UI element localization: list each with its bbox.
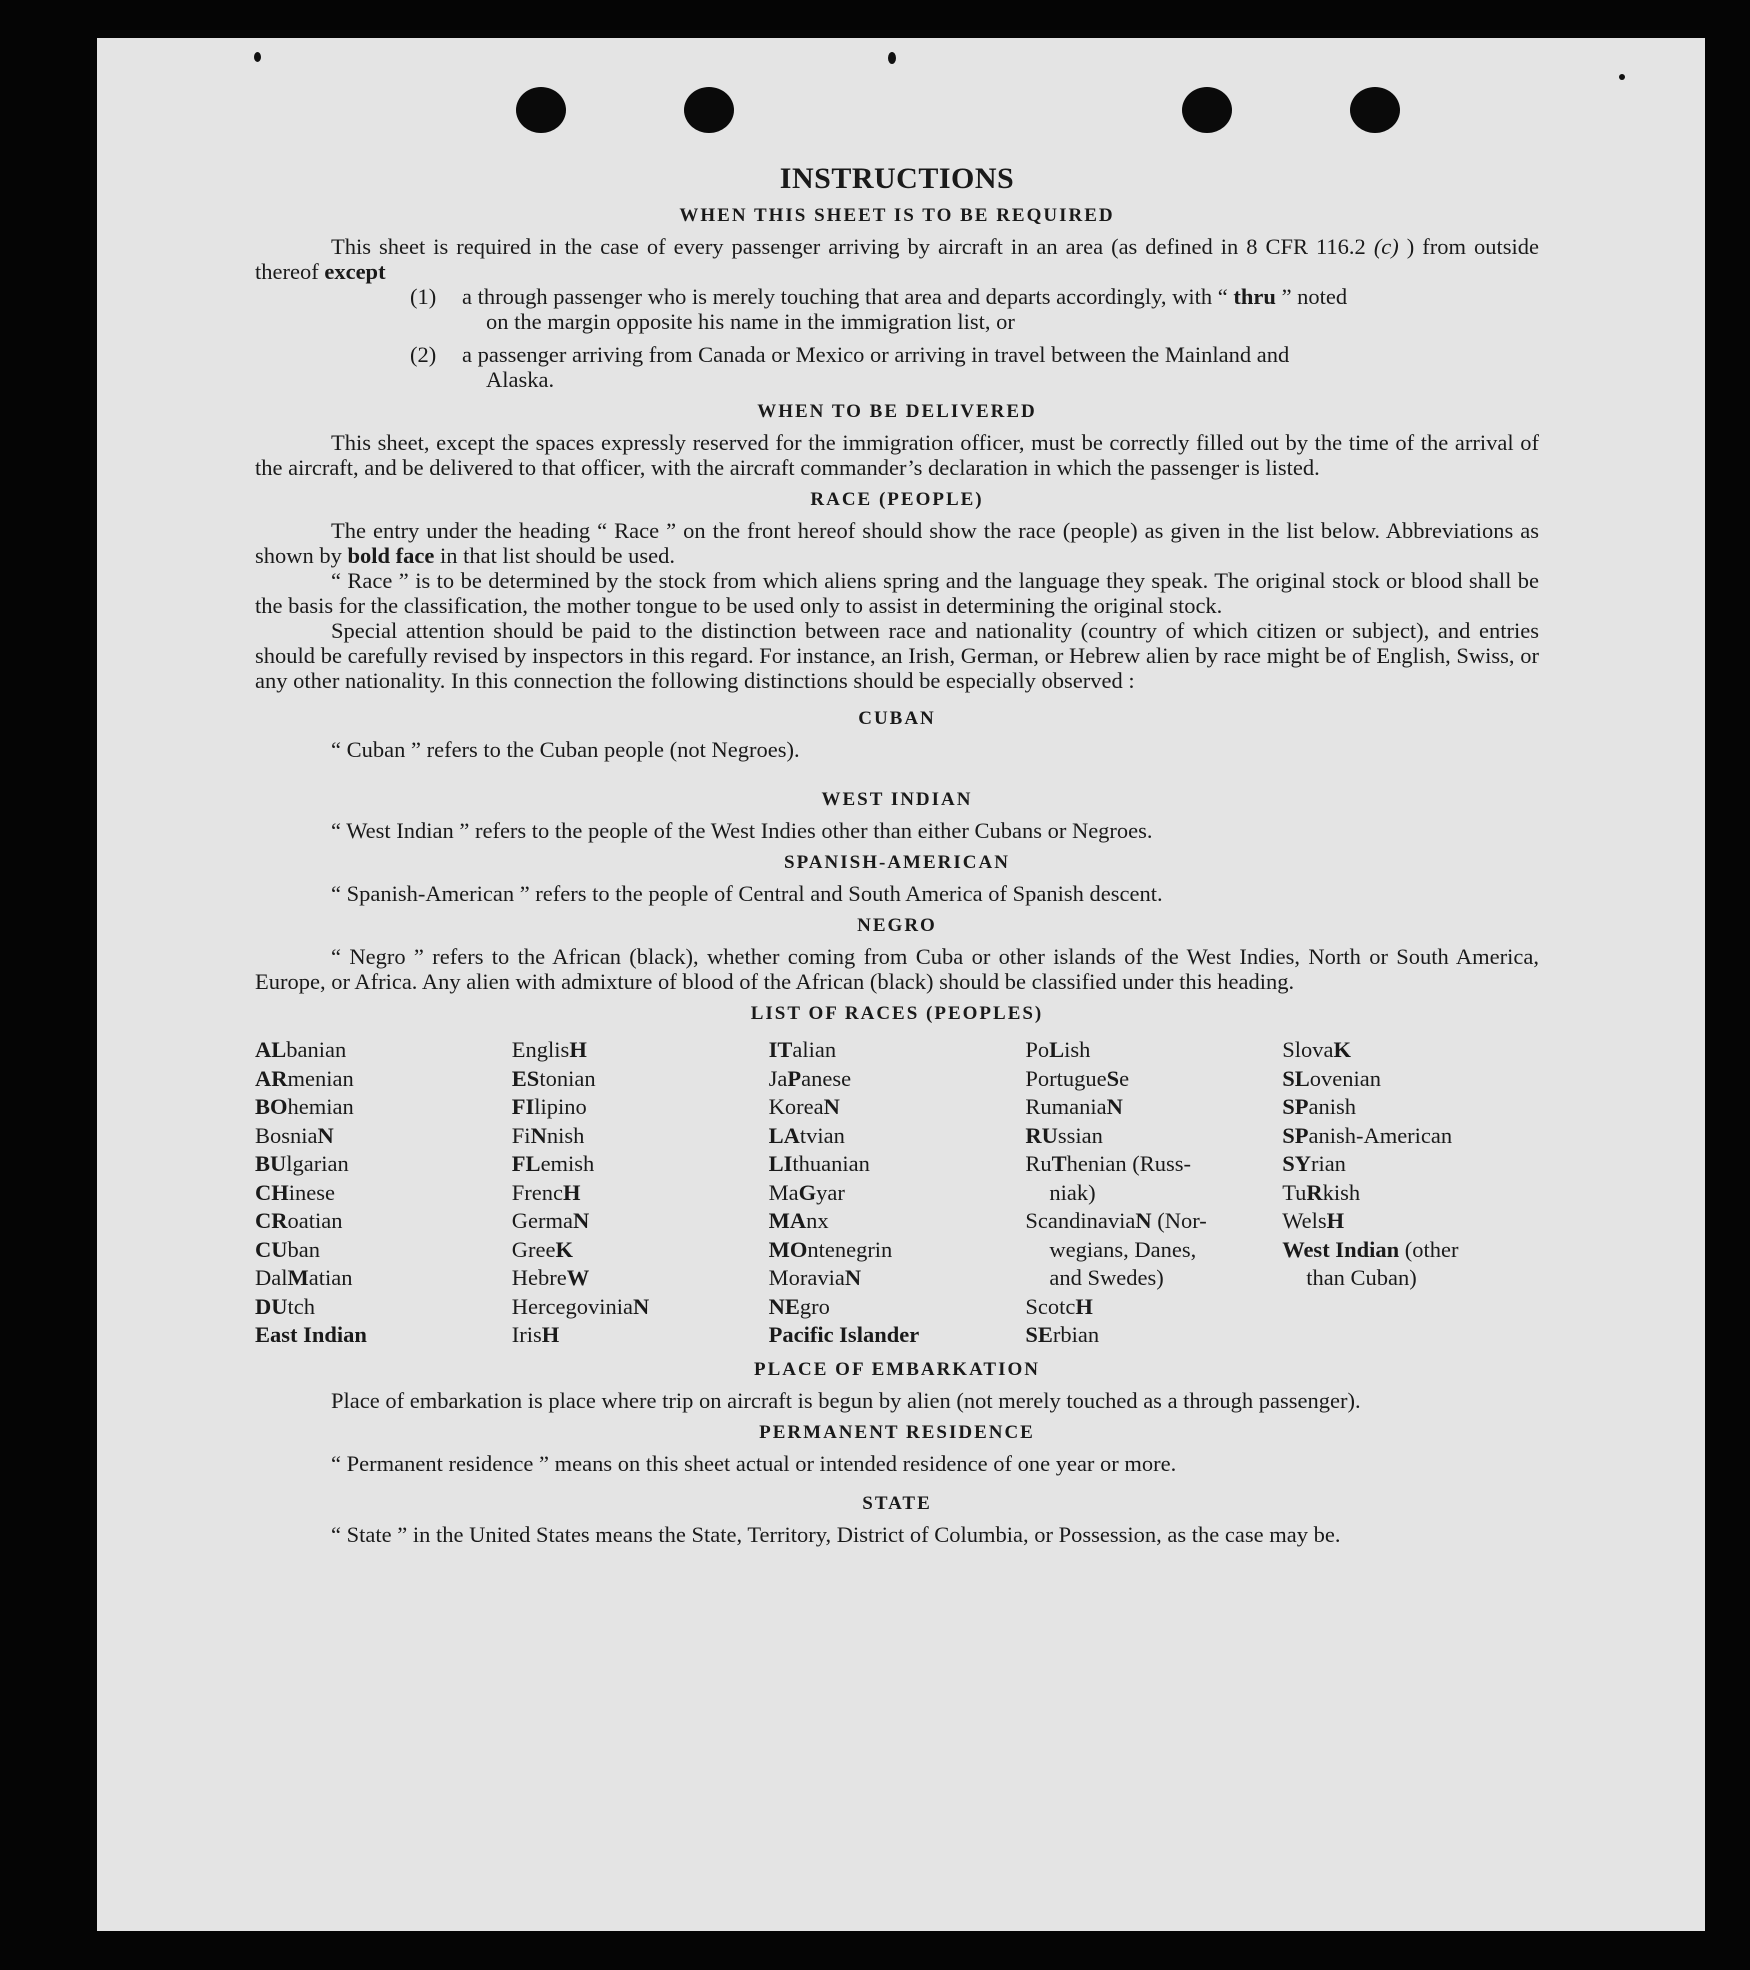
state-paragraph: “ State ” in the United States means the State, Territory, District of Columbia, or Possession, as the case may be. [331, 1521, 1341, 1547]
race-item: DUtch [255, 1293, 315, 1319]
race-item: SYrian [1282, 1151, 1346, 1176]
race-item: ITalian [768, 1037, 837, 1062]
section-heading-cuban: CUBAN [858, 708, 936, 729]
spanish-american-paragraph: “ Spanish-American ” refers to the people of Central and South America of Spanish descent. [331, 881, 1163, 906]
west-indian-paragraph: “ West Indian ” refers to the people of the West Indies other than either Cubans or Negroes. [331, 818, 1153, 843]
section-heading-list-of-races: LIST OF RACES (PEOPLES) [750, 1003, 1044, 1024]
race-item: SPanish-American [1282, 1122, 1453, 1148]
section-heading-race: RACE (PEOPLE) [810, 489, 984, 510]
page-title: INSTRUCTIONS [779, 162, 1015, 195]
races-column [1025, 1036, 1282, 1350]
section-heading-negro: NEGRO [857, 915, 937, 936]
delivered-paragraph: This sheet, except the spaces expressly reserved for the immigration officer, must be correctly filled out by the time of the arrival of the aircraft, and be delivered to that officer, with the aircraft commander’s declaration in which the passenger is listed. [255, 430, 1539, 480]
race-item: GermaN [511, 1208, 590, 1233]
race-item: RuThenian (Russ- niak) [1025, 1151, 1192, 1205]
races-column [255, 1036, 512, 1350]
section-heading-west-indian: WEST INDIAN [821, 789, 973, 810]
exception-item-1: (1) a through passenger who is merely touching that area and departs accordingly, with “ thru ” noted on the margin opposite his name in the immigration list, or [410, 284, 1348, 334]
item-number: (2) [410, 342, 437, 367]
section-heading-required: WHEN THIS SHEET IS TO BE REQUIRED [679, 205, 1115, 226]
ink-speck [254, 52, 261, 62]
race-item: DalMatian [255, 1265, 353, 1290]
race-item: IrisH [511, 1322, 560, 1347]
required-paragraph: This sheet is required in the case of every passenger arriving by aircraft in an area (as defined in 8 CFR 116.2 (c) ) from outside thereof except [255, 234, 1540, 284]
race-item: LAtvian [768, 1122, 845, 1148]
race-item: LIthuanian [768, 1151, 870, 1176]
race-item: SErbian [1025, 1322, 1100, 1347]
race-paragraph-2: “ Race ” is to be determined by the stock from which aliens spring and the language they speak. The original stock or blood shall be the basis for the classification, the mother tongue to be used only to assist in determining the original stock. [255, 568, 1539, 618]
punch-hole [1182, 87, 1232, 133]
race-item: RUssian [1025, 1122, 1103, 1148]
race-item: MAnx [768, 1208, 829, 1233]
race-item: CUban [255, 1236, 320, 1262]
race-item: MaGyar [768, 1179, 845, 1205]
races-column [769, 1036, 1026, 1350]
item-number: (1) [410, 284, 437, 309]
section-heading-residence: PERMANENT RESIDENCE [759, 1421, 1035, 1443]
residence-paragraph: “ Permanent residence ” means on this sheet actual or intended residence of one year or more. [331, 1450, 1177, 1476]
races-column [1282, 1036, 1539, 1350]
exception-item-2: (2) a passenger arriving from Canada or Mexico or arriving in travel between the Mainland and Alaska. [410, 342, 1290, 392]
document-page [97, 38, 1705, 1931]
race-item: PoLish [1025, 1037, 1091, 1062]
race-item: West Indian (other than Cuban) [1282, 1236, 1459, 1290]
race-item: CHinese [255, 1179, 335, 1205]
race-item: SLovenian [1282, 1065, 1381, 1091]
race-item: BOhemian [255, 1094, 354, 1119]
race-item: FIlipino [511, 1094, 587, 1119]
section-heading-delivered: WHEN TO BE DELIVERED [757, 401, 1037, 422]
race-item: ALbanian [255, 1037, 347, 1062]
race-item: PortugueSe [1025, 1065, 1130, 1091]
race-item: HebreW [511, 1265, 590, 1290]
races-column [512, 1036, 769, 1350]
race-item: ScandinaviaN (Nor- wegians, Danes, and Swedes) [1025, 1208, 1207, 1290]
race-item: EnglisH [511, 1037, 587, 1062]
race-item: GreeK [511, 1236, 574, 1262]
punch-hole [1350, 87, 1400, 133]
race-item: KoreaN [768, 1094, 840, 1119]
punch-hole [684, 87, 734, 133]
race-item: MoraviaN [768, 1265, 862, 1290]
section-heading-spanish-american: SPANISH-AMERICAN [784, 852, 1010, 873]
ink-speck [888, 52, 896, 64]
race-item: HercegoviniaN [511, 1293, 650, 1319]
race-paragraph-1: The entry under the heading “ Race ” on the front hereof should show the race (people) as given in the list below. Abbreviations as shown by bold face in that list should be used. [255, 518, 1539, 568]
race-item: NEgro [768, 1293, 830, 1319]
race-item: MOntenegrin [768, 1236, 893, 1262]
negro-paragraph: “ Negro ” refers to the African (black), whether coming from Cuba or other islands of the West Indies, North or South America, Europe, or Africa. Any alien with admixture of blood of the African (black) should be classified under this heading. [255, 944, 1539, 994]
race-item: East Indian [255, 1322, 367, 1347]
race-item: JaPanese [768, 1065, 852, 1091]
race-item: CRoatian [255, 1208, 343, 1233]
race-item: FLemish [511, 1151, 595, 1176]
document-body [255, 162, 1539, 1547]
race-item: SPanish [1282, 1094, 1356, 1119]
races-list [255, 1036, 1539, 1350]
race-item: TuRkish [1282, 1179, 1361, 1205]
race-item: FiNnish [511, 1122, 585, 1148]
race-item: ScotcH [1025, 1293, 1093, 1319]
section-heading-state: STATE [862, 1492, 932, 1514]
race-paragraph-3: Special attention should be paid to the distinction between race and nationality (country of which citizen or subject), and entries should be carefully revised by inspectors in this regard. For instance, an Irish, German, or Hebrew alien by race might be of English, Swiss, or any other nationality. In this connection the following distinctions should be especially observed : [255, 618, 1539, 693]
race-item: BosniaN [255, 1122, 334, 1148]
race-item: Pacific Islander [768, 1322, 920, 1347]
race-item: BUlgarian [255, 1151, 349, 1176]
race-item: RumaniaN [1025, 1094, 1123, 1119]
ink-speck [1619, 74, 1625, 80]
race-item: WelsH [1282, 1208, 1345, 1233]
cuban-paragraph: “ Cuban ” refers to the Cuban people (not Negroes). [331, 737, 800, 762]
embarkation-paragraph: Place of embarkation is place where trip on aircraft is begun by alien (not merely touched as a through passenger). [331, 1387, 1361, 1413]
race-item: SlovaK [1282, 1037, 1351, 1062]
punch-hole [516, 87, 566, 133]
section-heading-embarkation: PLACE OF EMBARKATION [754, 1358, 1040, 1380]
race-item: EStonian [511, 1065, 596, 1091]
race-item: ARmenian [255, 1065, 354, 1091]
race-item: FrencH [511, 1179, 581, 1205]
